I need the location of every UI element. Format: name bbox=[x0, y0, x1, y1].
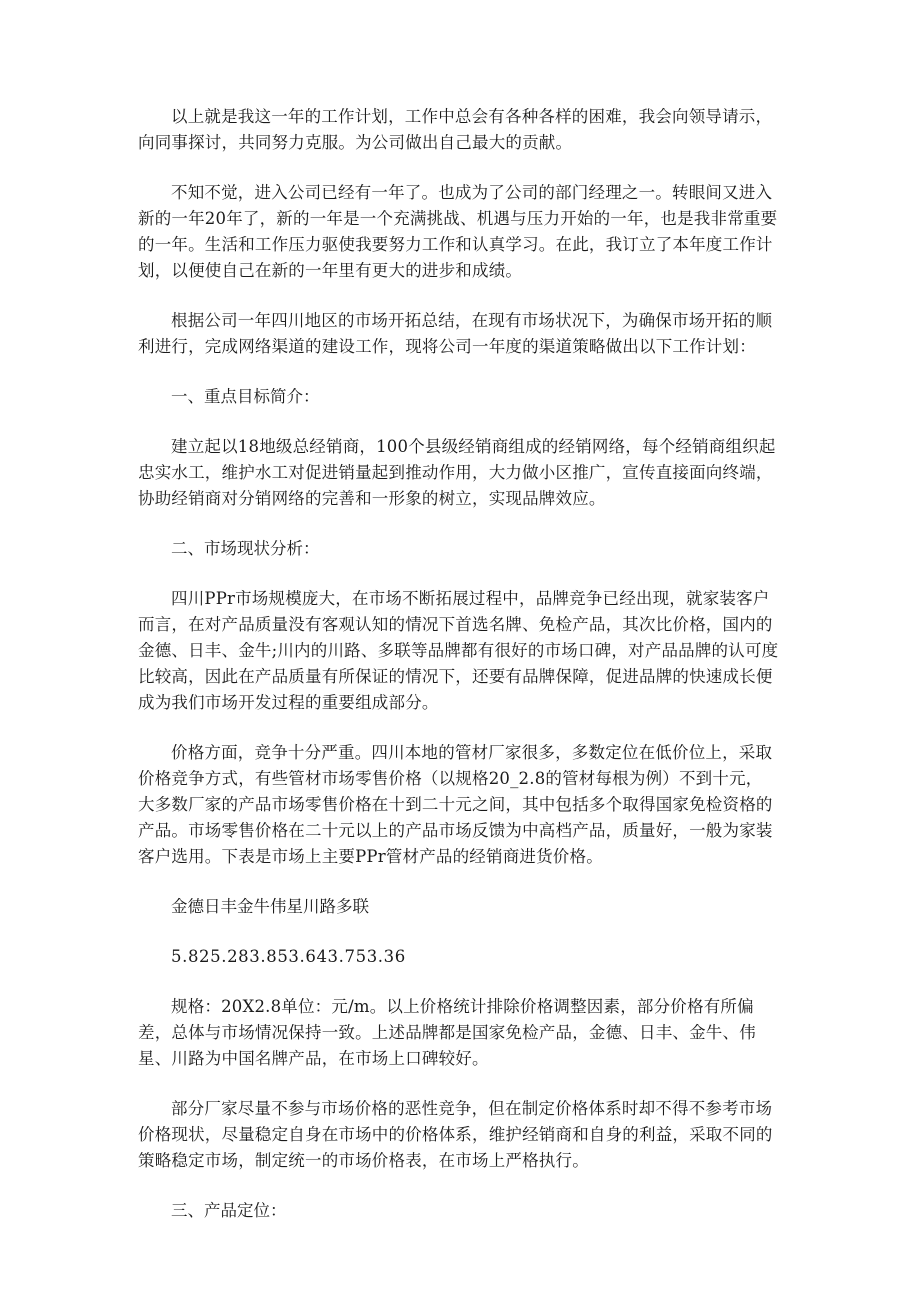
paragraph-introduction: 不知不觉，进入公司已经有一年了。也成为了公司的部门经理之一。转眼间又进入 新的一年20年了，新的一年是一个充满挑战、机遇与压力开始的一年，也是我非常重要 的一年。生活和工作压力驱使我要努力工作和认真学习。在此，我订立了本年度工作计 划，以便使自己在新的一年里有更大的进步和成绩。 bbox=[138, 183, 778, 280]
heading-key-goals: 一、重点目标简介： bbox=[171, 387, 320, 406]
heading-market-analysis: 二、市场现状分析： bbox=[171, 539, 320, 558]
price-list-line: 5.825.283.853.643.753.36 bbox=[171, 947, 406, 966]
paragraph-market-analysis: 四川PPr市场规模庞大，在市场不断拓展过程中，品牌竞争已经出现，就家装客户 而言，在对产品质量没有客观认知的情况下首选名牌、免检产品，其次比价格，国内的 金德、日丰、金牛;川内的川路、多联等品牌都有很好的市场口碑，对产品品牌的认可度 比较高，因此在产品质量有所保证的情况下，还要有品牌保障，促进品牌的快速成长便 成为我们市场开发过程的重要组成部分。 bbox=[138, 589, 779, 712]
document-page bbox=[138, 104, 784, 1248]
paragraph-plan-basis: 根据公司一年四川地区的市场开拓总结，在现有市场状况下，为确保市场开拓的顺 利进行，完成网络渠道的建设工作，现将公司一年度的渠道策略做出以下工作计划： bbox=[138, 311, 773, 356]
paragraph-pricing: 价格方面，竞争十分严重。四川本地的管材厂家很多，多数定位在低价位上，采取 价格竞争方式，有些管材市场零售价格（以规格20_2.8的管材每根为例）不到十元， 大多数厂家的产品市场零售价格在十到二十元之间，其中包括多个取得国家免检资格的 产品。市场零售价格在二十元以上的产品市场反馈为中高档产品，质量好，一般为家装 客户选用。下表是市场上主要PPr管材产品的经销商进货价格。 bbox=[138, 743, 773, 866]
paragraph-key-goals: 建立起以18地级总经销商，100个县级经销商组成的经销网络，每个经销商组织起 忠实水工，维护水工对促进销量起到推动作用，大力做小区推广，宣传直接面向终端， 协助经销商对分销网络的完善和一形象的树立，实现品牌效应。 bbox=[138, 437, 776, 508]
paragraph-price-strategy: 部分厂家尽量不参与市场价格的恶性竞争，但在制定价格体系时却不得不参考市场 价格现状，尽量稳定自身在市场中的价格体系，维护经销商和自身的利益，采取不同的 策略稳定市场，制定统一的市场价格表，在市场上严格执行。 bbox=[138, 1099, 773, 1170]
paragraph-specification: 规格：20X2.8单位：元/m。以上价格统计排除价格调整因素，部分价格有所偏 差，总体与市场情况保持一致。上述品牌都是国家免检产品，金德、日丰、金牛、伟 星、川路为中国名牌产品，在市场上口碑较好。 bbox=[138, 997, 756, 1068]
brand-list-line: 金德日丰金牛伟星川路多联 bbox=[171, 897, 369, 916]
paragraph-summary: 以上就是我这一年的工作计划，工作中总会有各种各样的困难，我会向领导请示， 向同事探讨，共同努力克服。为公司做出自己最大的贡献。 bbox=[138, 107, 773, 152]
heading-product-positioning: 三、产品定位： bbox=[171, 1201, 287, 1220]
